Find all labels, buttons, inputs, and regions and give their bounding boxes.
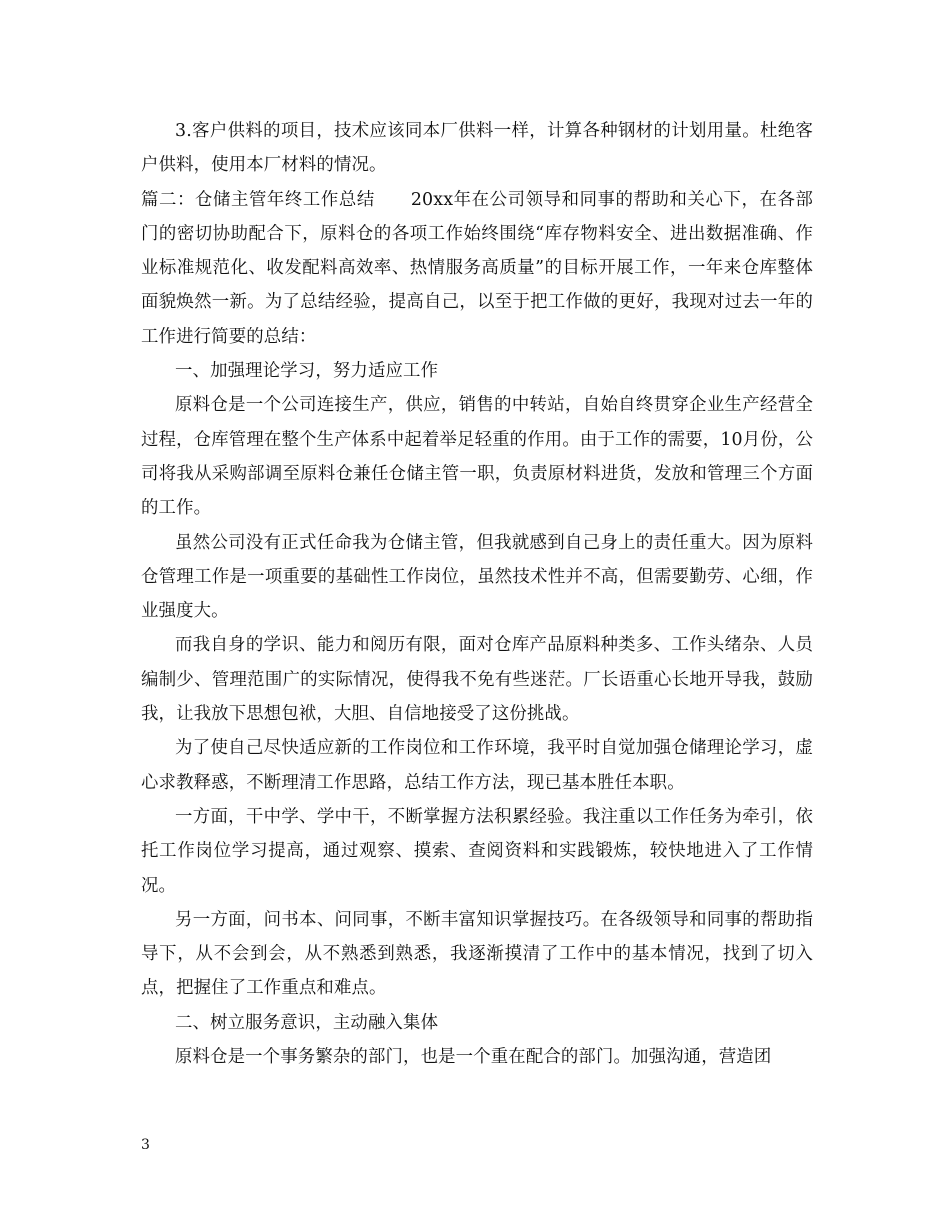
paragraph: 原料仓是一个事务繁杂的部门，也是一个重在配合的部门。加强沟通，营造团: [175, 1047, 772, 1068]
section-heading: 二、树立服务意识，主动融入集体: [175, 1012, 439, 1033]
section-heading: 一、加强理论学习，努力适应工作: [175, 361, 439, 382]
paragraph: 3.客户供料的项目，技术应该同本厂供料一样，计算各种钢材的计划用量。杜绝客户供料，使用本厂材料的情况。: [141, 121, 813, 176]
paragraph: 一方面，干中学、学中干，不断掌握方法积累经验。我注重以工作任务为牵引，依托工作岗位学习提高，通过观察、摸索、查阅资料和实践锻炼，较快地进入了工作情况。: [141, 806, 813, 896]
page-number: 3: [141, 1137, 150, 1153]
paragraph-section-heading: 篇二：仓储主管年终工作总结 20xx年在公司领导和同事的帮助和关心下，在各部门的密切协助配合下，原料仓的各项工作始终围绕“库存物料安全、进出数据准确、作业标准规范化、收发配料高效率、热情服务高质量”的目标开展工作，一年来仓库整体面貌焕然一新。为了总结经验，提高自己，以至于把工作做的更好，我现对过去一年的工作进行简要的总结：: [141, 189, 813, 347]
paragraph: 另一方面，问书本、问同事，不断丰富知识掌握技巧。在各级领导和同事的帮助指导下，从不会到会，从不熟悉到熟悉，我逐渐摸清了工作中的基本情况，找到了切入点，把握住了工作重点和难点。: [141, 909, 813, 999]
paragraph: 虽然公司没有正式任命我为仓储主管，但我就感到自己身上的责任重大。因为原料仓管理工作是一项重要的基础性工作岗位，虽然技术性并不高，但需要勤劳、心细，作业强度大。: [141, 532, 813, 622]
document-body: [141, 114, 813, 1074]
paragraph: 为了使自己尽快适应新的工作岗位和工作环境，我平时自觉加强仓储理论学习，虚心求教释惑，不断理清工作思路，总结工作方法，现已基本胜任本职。: [141, 738, 813, 793]
paragraph: 而我自身的学识、能力和阅历有限，面对仓库产品原料种类多、工作头绪杂、人员编制少、管理范围广的实际情况，使得我不免有些迷茫。厂长语重心长地开导我，鼓励我，让我放下思想包袱，大胆、自信地接受了这份挑战。: [141, 635, 813, 725]
paragraph: 原料仓是一个公司连接生产，供应，销售的中转站，自始自终贯穿企业生产经营全过程，仓库管理在整个生产体系中起着举足轻重的作用。由于工作的需要，10月份，公司将我从采购部调至原料仓兼任仓储主管一职，负责原材料进货，发放和管理三个方面的工作。: [141, 395, 813, 519]
